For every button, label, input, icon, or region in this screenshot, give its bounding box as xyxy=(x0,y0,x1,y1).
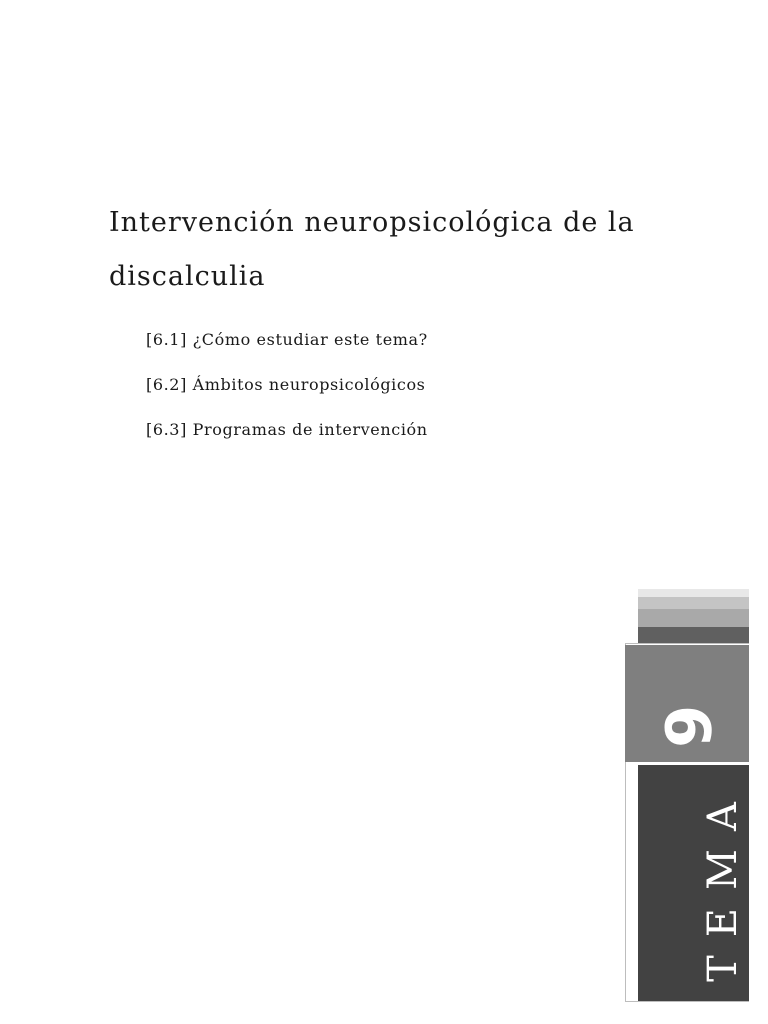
chapter-label: TEMA xyxy=(700,784,746,982)
page-title: Intervención neuropsicológica de la discalculia xyxy=(109,207,635,292)
chapter-number-box xyxy=(625,645,749,762)
toc-item-6-3[interactable]: [6.3] Programas de intervención xyxy=(146,420,428,439)
toc-item-6-1[interactable]: [6.1] ¿Cómo estudiar este tema? xyxy=(146,330,428,349)
table-of-contents xyxy=(146,325,428,445)
chapter-number: 6 xyxy=(650,704,724,749)
tab-decor-strip xyxy=(638,589,749,597)
toc-item-6-2[interactable]: [6.2] Ámbitos neuropsicológicos xyxy=(146,375,426,394)
chapter-label-box xyxy=(638,765,749,1001)
tab-decor-strip xyxy=(638,609,749,627)
tab-frame-line xyxy=(625,1001,749,1002)
tab-decor-strip xyxy=(638,597,749,609)
